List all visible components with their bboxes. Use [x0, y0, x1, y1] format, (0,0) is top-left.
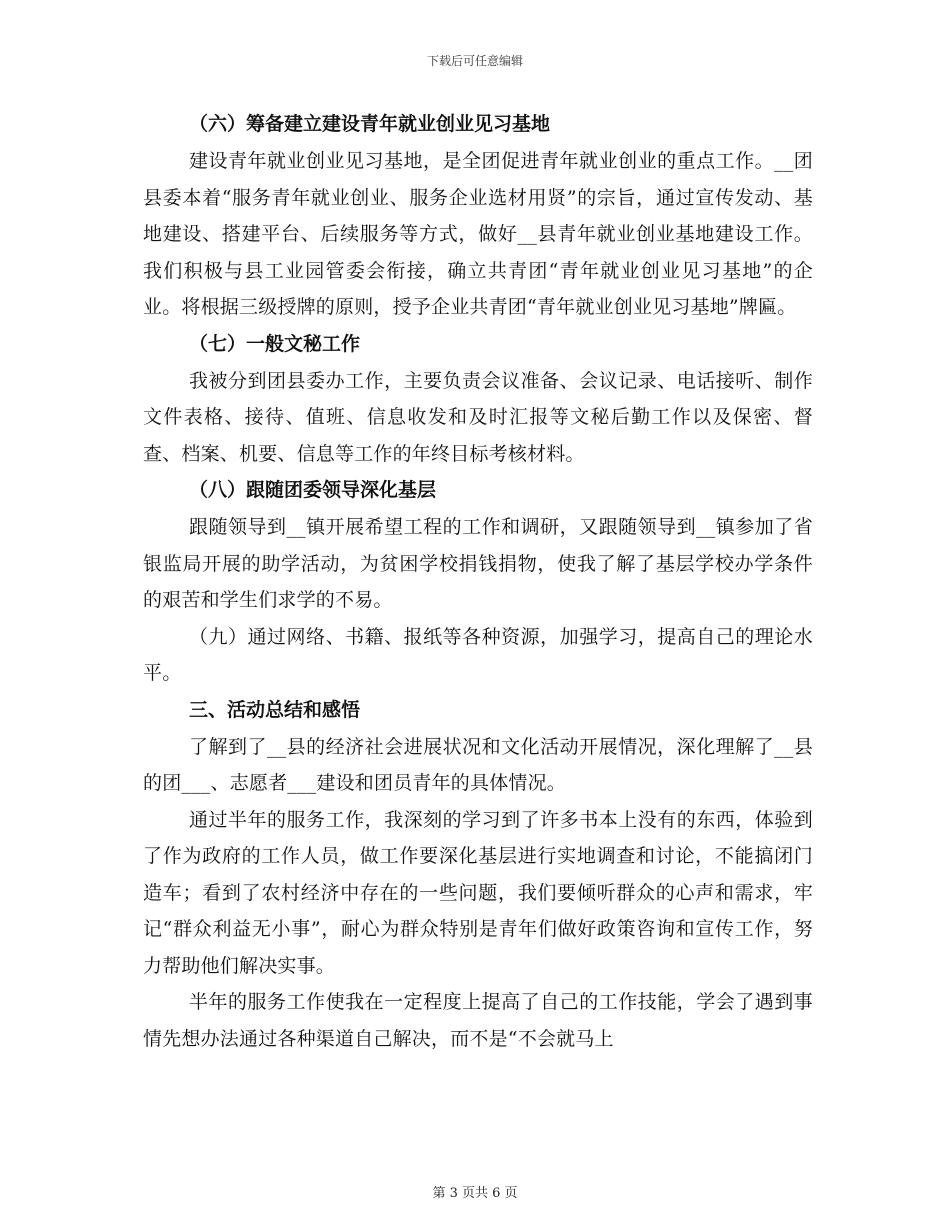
page-footer: 第 3 页共 6 页 — [432, 1186, 518, 1201]
section-heading: （七）一般文秘工作 — [189, 332, 361, 355]
paragraph: 建设青年就业创业见习基地，是全团促进青年就业创业的重点工作。__团县委本着“服务青年就业创业、服务企业选材用贤”的宗旨，通过宣传发动、基地建设、搭建平台、后续服务等方式，做好__县青年就业创业基地建设工作。我们积极与县工业园管委会衔接，确立共青团“青年就业创业见习基地”的企业。将根据三级授牌的原则，授予企业共青团“青年就业创业见习基地”牌匾。 — [143, 150, 813, 318]
paragraph: 跟随领导到__镇开展希望工程的工作和调研，又跟随领导到__镇参加了省银监局开展的助学活动，为贫困学校捐钱捐物，使我了解了基层学校办学条件的艰苦和学生们求学的不易。 — [143, 516, 813, 611]
paragraph: 我被分到团县委办工作，主要负责会议准备、会议记录、电话接听、制作文件表格、接待、值班、信息收发和及时汇报等文秘后勤工作以及保密、督查、档案、机要、信息等工作的年终目标考核材料。 — [143, 369, 813, 465]
document-body — [143, 106, 813, 1057]
section-heading: （八）跟随团委领导深化基层 — [189, 479, 437, 501]
section-heading: 三、活动总结和感悟 — [189, 698, 361, 721]
page-header: 下载后可任意编辑 — [426, 54, 523, 68]
section-heading: （六）筹备建立建设青年就业创业见习基地 — [189, 113, 551, 135]
paragraph: 通过半年的服务工作，我深刻的学习到了许多书本上没有的东西，体验到了作为政府的工作人员，做工作要深化基层进行实地调查和讨论，不能搞闭门造车；看到了农村经济中存在的一些问题，我们要倾听群众的心声和需求，牢记“群众利益无小事”，耐心为群众特别是青年们做好政策咨询和宣传工作，努力帮助他们解决实事。 — [143, 808, 813, 977]
paragraph: （九）通过网络、书籍、报纸等各种资源，加强学习，提高自己的理论水平。 — [143, 625, 813, 684]
paragraph: 了解到了__县的经济社会进展状况和文化活动开展情况，深化理解了__县的团___、志愿者___建设和团员青年的具体情况。 — [143, 735, 813, 794]
paragraph: 半年的服务工作使我在一定程度上提高了自己的工作技能，学会了遇到事情先想办法通过各种渠道自己解决，而不是“不会就马上 — [143, 991, 813, 1050]
